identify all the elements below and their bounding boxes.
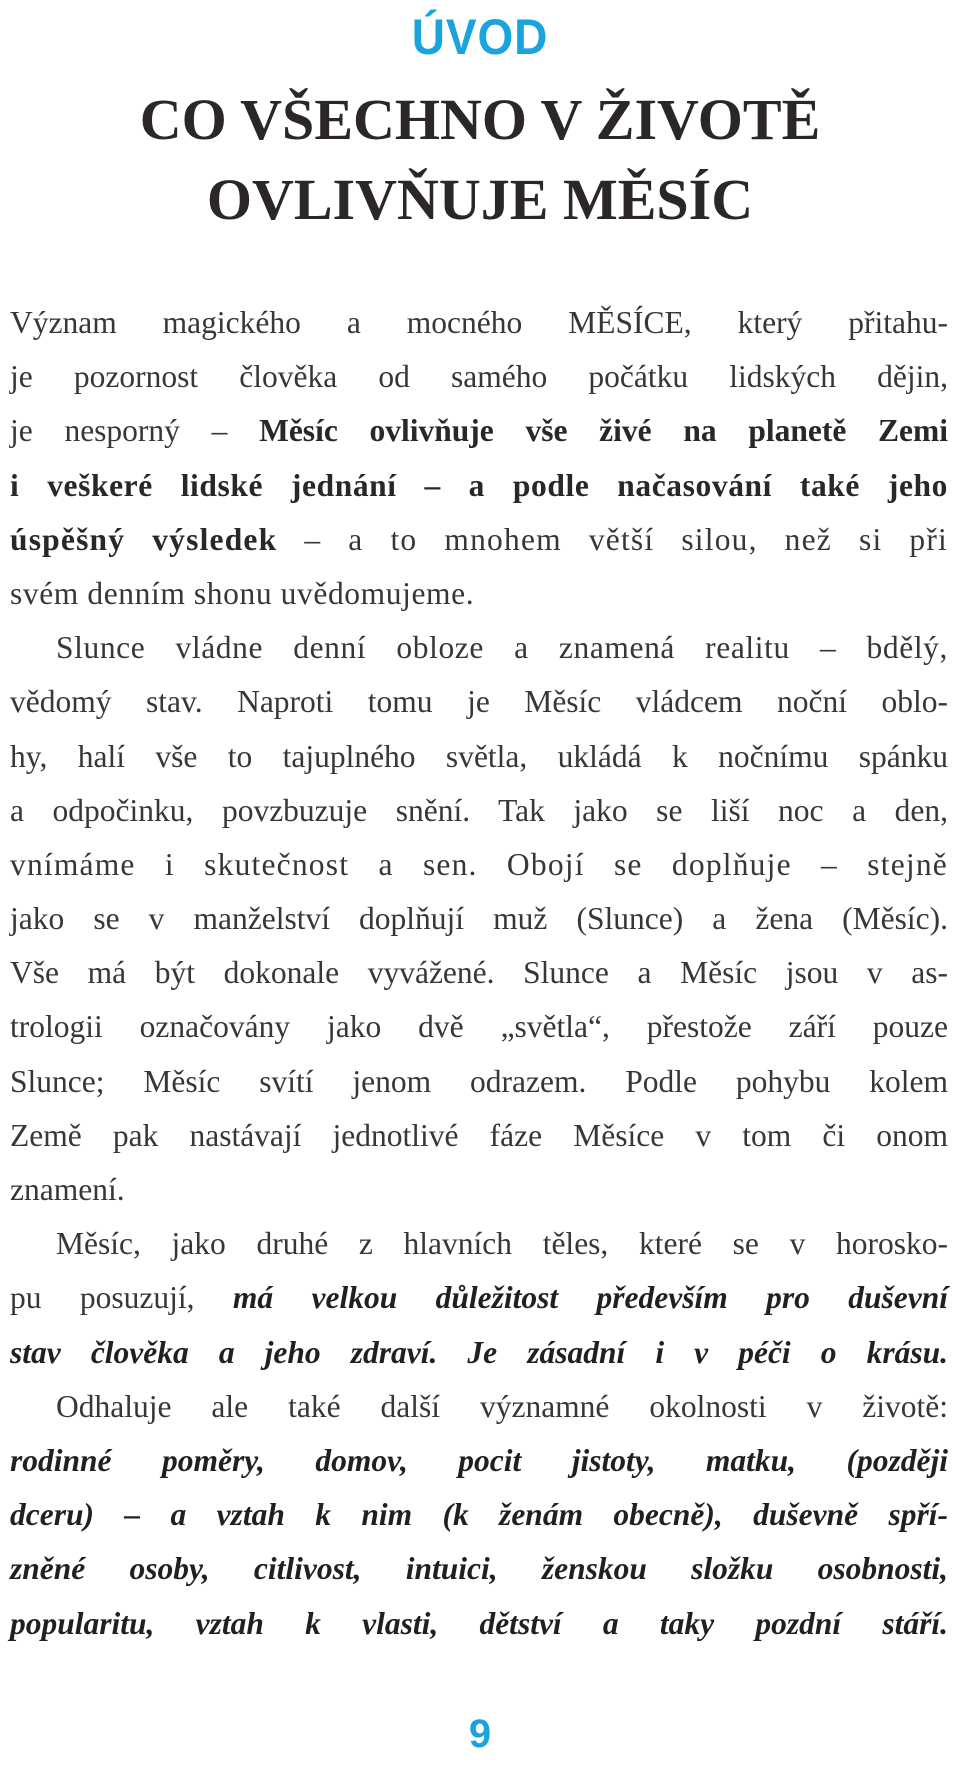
emphasis-text: má velkou důležitost především pro duševní — [232, 1280, 948, 1316]
text-run: Země pak nastávají jednotlivé fáze Měsíce v tom či onom — [10, 1117, 948, 1153]
text-line — [10, 513, 948, 567]
text-line — [10, 567, 948, 621]
text-run: vnímáme i skutečnost a sen. Obojí se doplňuje – stejně — [10, 846, 948, 882]
text-run: svém denním shonu uvědomujeme. — [10, 575, 475, 611]
page-number: 9 — [468, 1712, 492, 1756]
emphasis-text: stav člověka a jeho zdraví. Je zásadní i v péči o krásu. — [10, 1334, 948, 1370]
text-run: Vše má být dokonale vyvážené. Slunce a Měsíc jsou v as- — [10, 955, 948, 991]
text-line — [10, 350, 948, 404]
text-line — [10, 838, 948, 892]
text-run: vědomý stav. Naproti tomu je Měsíc vládcem noční oblo- — [10, 684, 948, 720]
text-line — [10, 404, 948, 458]
text-line — [10, 1434, 948, 1488]
text-line — [10, 784, 948, 838]
text-line — [10, 675, 948, 729]
text-line — [10, 946, 948, 1000]
text-line — [10, 1488, 948, 1542]
emphasis-text: popularitu, vztah k vlasti, dětství a taky pozdní stáří. — [10, 1605, 948, 1641]
text-line — [10, 621, 948, 675]
text-line — [10, 296, 948, 350]
text-line — [10, 1109, 948, 1163]
section-label: ÚVOD — [411, 9, 549, 65]
text-line — [10, 1380, 948, 1434]
text-line — [10, 1326, 948, 1380]
text-line — [10, 1271, 948, 1325]
emphasis-text: i veškeré lidské jednání – a podle načasování také jeho — [10, 467, 948, 503]
text-run: hy, halí vše to tajuplného světla, ukládá k nočnímu spánku — [10, 738, 948, 774]
text-run: pu posuzují, — [10, 1280, 233, 1316]
text-line — [10, 1163, 948, 1217]
emphasis-text: dceru) – a vztah k nim (k ženám obecně), duševně spří- — [10, 1497, 948, 1533]
text-run: je nesporný – — [10, 413, 260, 449]
chapter-title — [0, 80, 960, 240]
text-run: Měsíc, jako druhé z hlavních těles, které se v horosko- — [56, 1226, 948, 1262]
text-line — [10, 1542, 948, 1596]
text-run: Slunce vládne denní obloze a znamená realitu – bdělý, — [56, 630, 948, 666]
emphasis-text: úspěšný výsledek — [10, 521, 278, 557]
text-run: trologii označovány jako dvě „světla“, přestože září pouze — [10, 1009, 948, 1045]
text-run: je pozornost člověka od samého počátku lidských dějin, — [10, 359, 948, 395]
text-line — [10, 1597, 948, 1651]
text-line — [10, 1000, 948, 1054]
text-run: Odhaluje ale také další významné okolnosti v životě: — [56, 1388, 948, 1424]
chapter-title-line-1: CO VŠECHNO V ŽIVOTĚ — [139, 87, 821, 152]
emphasis-text: rodinné poměry, domov, pocit jistoty, matku, (později — [10, 1442, 948, 1478]
text-line — [10, 892, 948, 946]
text-run: znamení. — [10, 1172, 125, 1207]
chapter-title-line-2: OVLIVŇUJE MĚSÍC — [206, 167, 754, 232]
text-run: Význam magického a mocného MĚSÍCE, který přitahu- — [10, 305, 948, 340]
text-line — [10, 459, 948, 513]
text-run: jako se v manželství doplňují muž (Slunce) a žena (Měsíc). — [10, 901, 948, 937]
text-run: a odpočinku, povzbuzuje snění. Tak jako se liší noc a den, — [10, 792, 948, 828]
emphasis-text: zněné osoby, citlivost, intuici, ženskou složku osobnosti, — [10, 1551, 948, 1587]
text-run: – a to mnohem větší silou, než si při — [277, 521, 948, 557]
text-line — [10, 730, 948, 784]
text-line — [10, 1217, 948, 1271]
text-line — [10, 1055, 948, 1109]
emphasis-text: Měsíc ovlivňuje vše živé na planetě Zemi — [259, 413, 948, 449]
body-text — [10, 296, 948, 1651]
text-run: Slunce; Měsíc svítí jenom odrazem. Podle pohybu kolem — [10, 1063, 948, 1099]
